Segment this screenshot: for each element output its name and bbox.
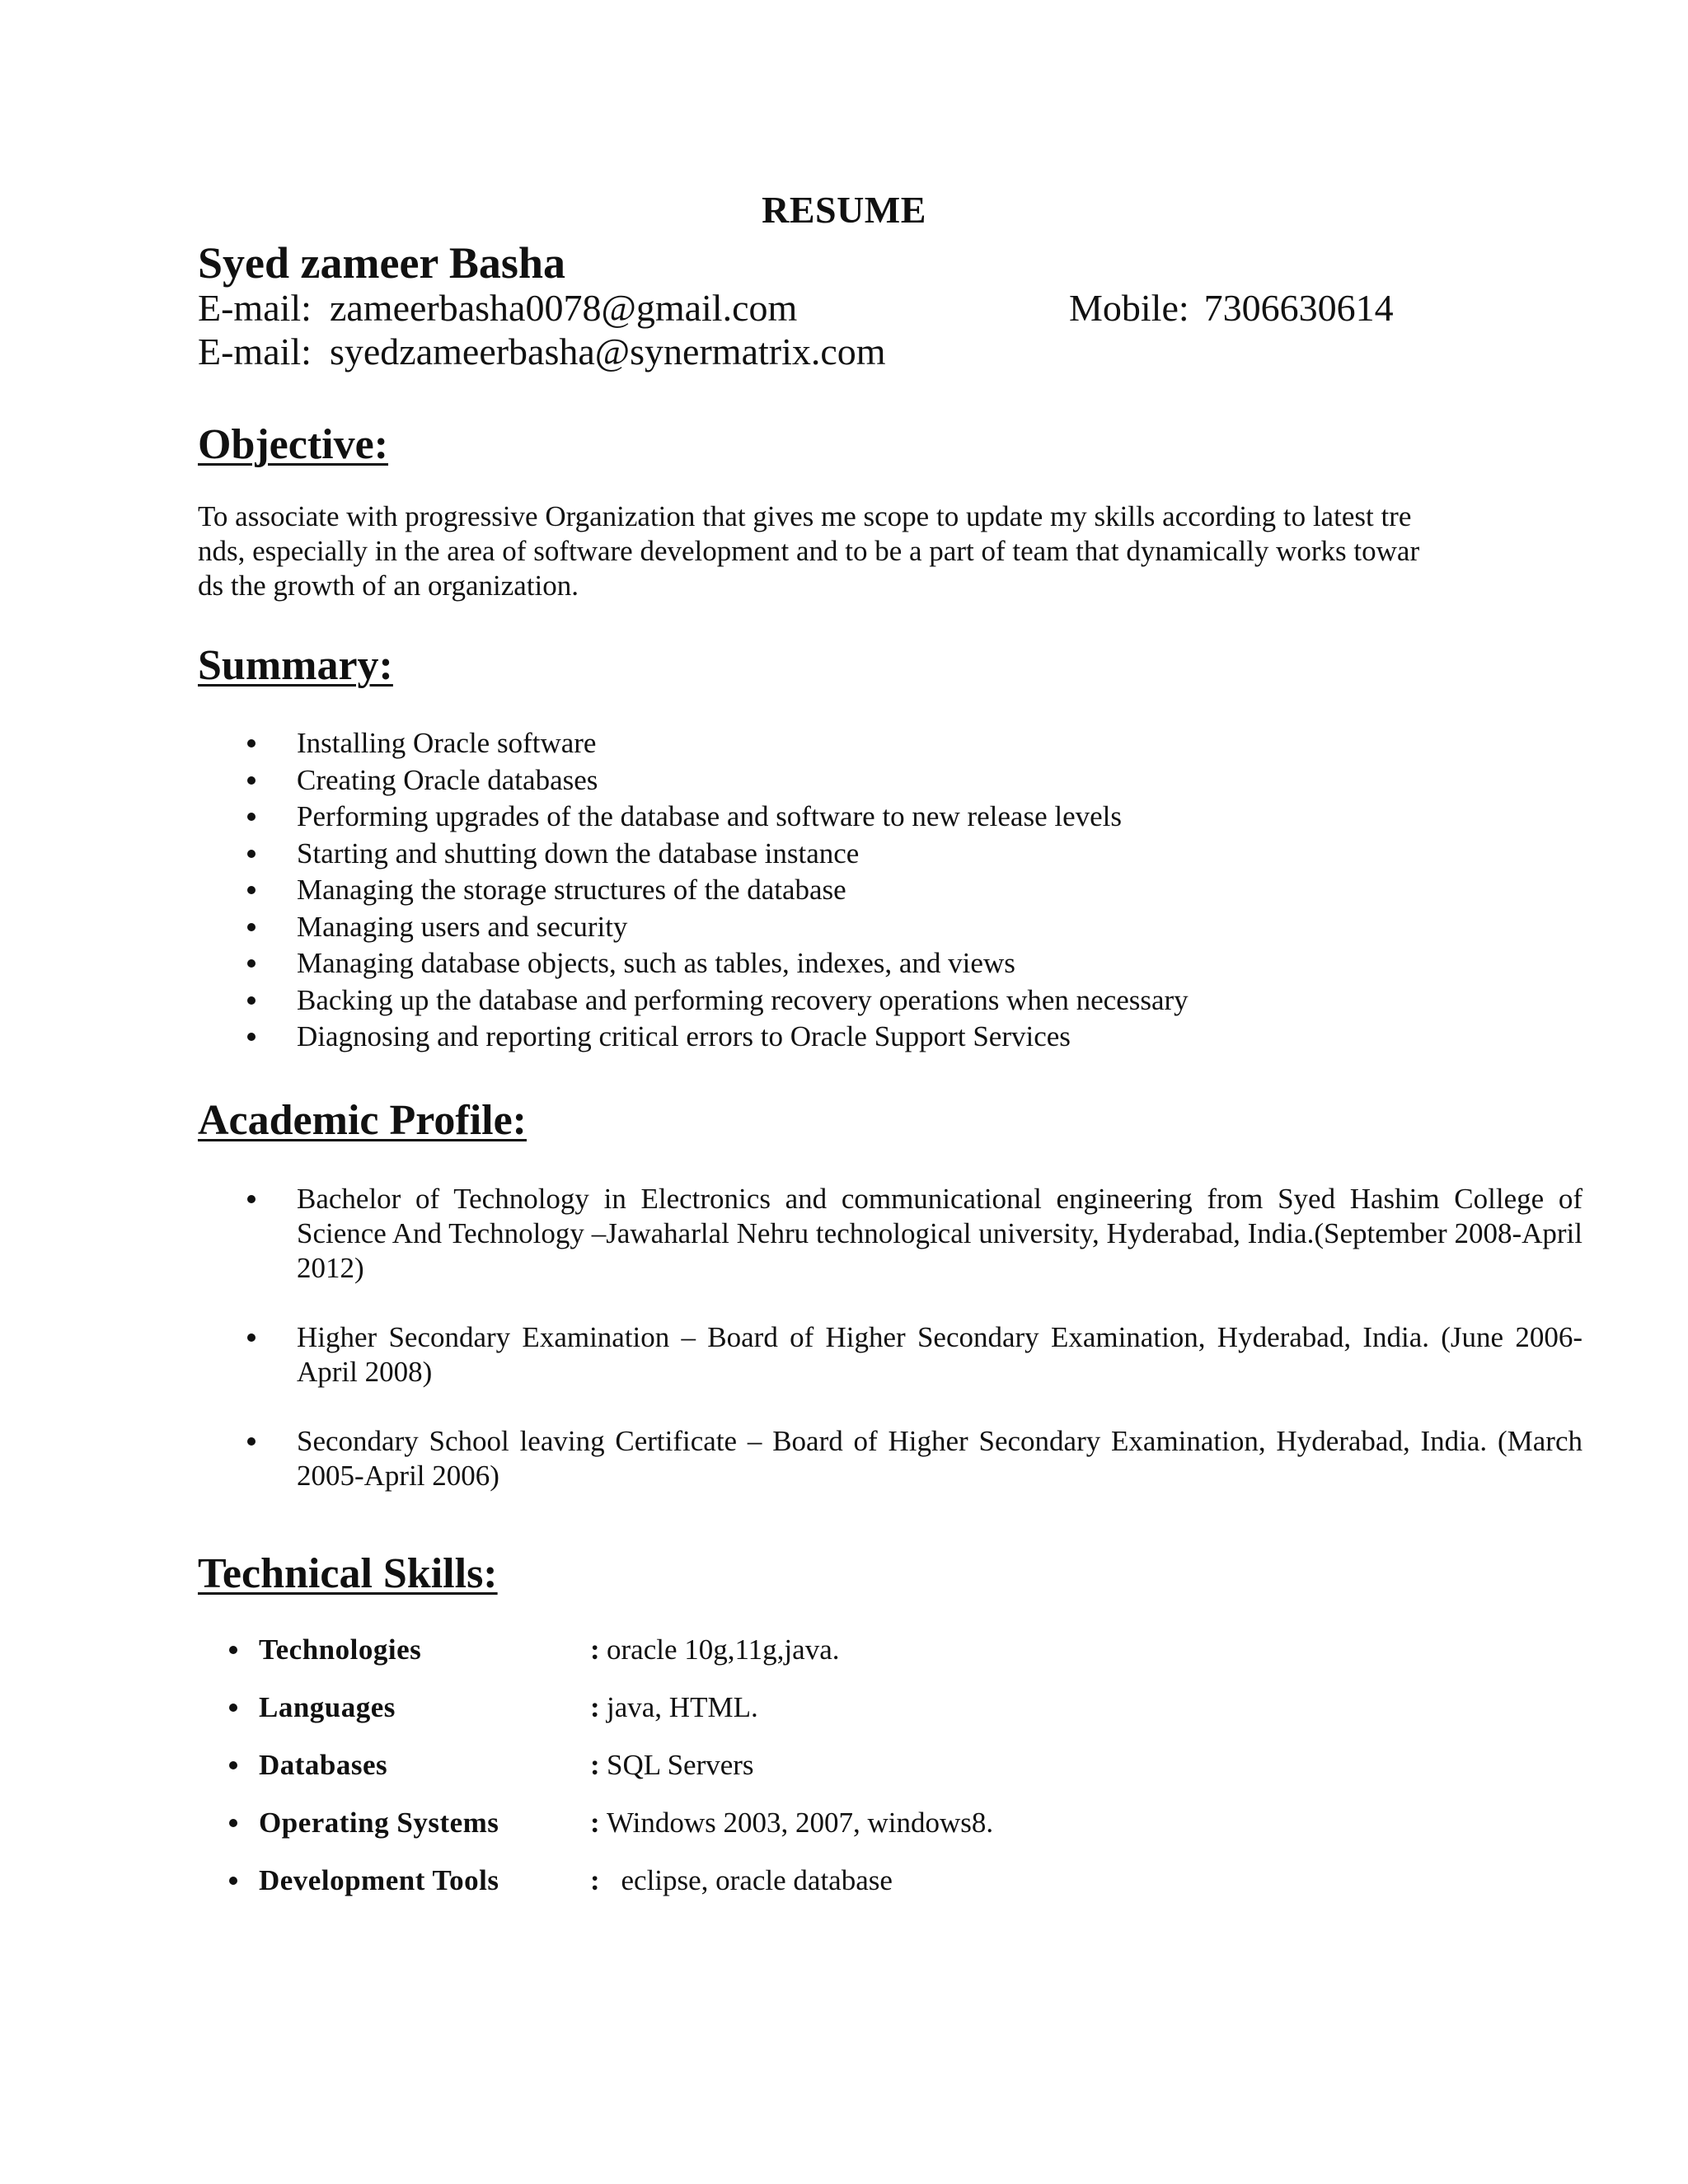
bullet-icon — [229, 1819, 237, 1827]
bullet-icon — [247, 1033, 256, 1041]
email-primary: zameerbasha0078@gmail.com — [329, 287, 798, 329]
skills-heading: Technical Skills: — [198, 1550, 498, 1597]
list-item-text: Installing Oracle software — [297, 727, 597, 759]
list-item-text: Diagnosing and reporting critical errors to Oracle Support Services — [297, 1020, 1071, 1052]
list-item-text: Managing database objects, such as tables, indexes, and views — [297, 947, 1015, 979]
skill-colon: : — [590, 1807, 600, 1839]
list-item — [198, 945, 1189, 982]
objective-line: ds the growth of an organization. — [198, 569, 579, 602]
bullet-icon — [247, 959, 256, 968]
academic-list — [198, 1182, 1582, 1528]
bullet-icon — [229, 1704, 237, 1712]
list-item-text: Higher Secondary Examination – Board of Higher Secondary Examination, Hyderabad, India. (June 2006-April 2008) — [297, 1321, 1582, 1388]
objective-heading: Objective: — [198, 421, 389, 468]
candidate-name: Syed zameer Basha — [198, 238, 565, 288]
objective-line: To associate with progressive Organization that gives me scope to update my skills according to latest tre — [198, 500, 1412, 532]
email-line-1 — [198, 286, 797, 330]
summary-heading: Summary: — [198, 642, 393, 689]
bullet-icon — [247, 776, 256, 785]
skill-colon: : — [590, 1691, 600, 1723]
mobile-label: Mobile: — [1069, 287, 1189, 329]
skill-colon: : — [590, 1864, 600, 1896]
list-item — [198, 982, 1189, 1019]
list-item-text: Managing users and security — [297, 910, 628, 943]
academic-heading: Academic Profile: — [198, 1097, 527, 1144]
list-item — [198, 799, 1189, 836]
skill-value: java, HTML. — [607, 1691, 758, 1723]
bullet-icon — [229, 1761, 237, 1769]
list-item-text: Performing upgrades of the database and software to new release levels — [297, 800, 1123, 832]
list-item-text: Starting and shutting down the database instance — [297, 837, 860, 869]
list-item — [198, 1182, 1582, 1286]
email-label: E-mail: — [198, 287, 312, 329]
email-line-2 — [198, 330, 886, 373]
list-item — [198, 1320, 1582, 1390]
list-item — [198, 1019, 1189, 1056]
skill-value: Windows 2003, 2007, windows8. — [607, 1807, 994, 1839]
skill-name: Technologies — [259, 1633, 422, 1666]
bullet-icon — [247, 813, 256, 821]
bullet-icon — [247, 1195, 256, 1203]
skill-value: oracle 10g,11g,java. — [607, 1633, 840, 1666]
bullet-icon — [247, 886, 256, 894]
skill-name: Languages — [259, 1691, 396, 1723]
bullet-icon — [247, 739, 256, 748]
bullet-icon — [247, 850, 256, 858]
skill-value: SQL Servers — [607, 1749, 754, 1781]
bullet-icon — [229, 1877, 237, 1885]
bullet-icon — [247, 1437, 256, 1446]
mobile-line — [1069, 286, 1394, 330]
skill-name: Development Tools — [259, 1864, 499, 1896]
bullet-icon — [247, 923, 256, 931]
skill-name: Databases — [259, 1749, 388, 1781]
list-item-text: Managing the storage structures of the database — [297, 874, 846, 906]
list-item-text: Bachelor of Technology in Electronics and communicational engineering from Syed Hashim College of Science And Technology –Jawaharlal Nehru technological university, Hyderabad, India.(September 2008-April 2012) — [297, 1183, 1582, 1284]
list-item — [198, 762, 1189, 799]
objective-text — [198, 499, 1484, 603]
skill-name: Operating Systems — [259, 1807, 499, 1839]
list-item-text: Secondary School leaving Certificate – Board of Higher Secondary Examination, Hyderabad, India. (March 2005-April 2006) — [297, 1425, 1582, 1492]
summary-list — [198, 725, 1189, 1056]
email-label: E-mail: — [198, 330, 312, 373]
list-item — [198, 836, 1189, 873]
list-item — [198, 909, 1189, 946]
list-item-text: Creating Oracle databases — [297, 763, 598, 796]
skill-colon: : — [590, 1633, 600, 1666]
mobile-number: 7306630614 — [1203, 287, 1394, 329]
skill-value: eclipse, oracle database — [607, 1864, 893, 1896]
document-title: RESUME — [762, 189, 926, 231]
bullet-icon — [229, 1646, 237, 1654]
list-item — [198, 872, 1189, 909]
bullet-icon — [247, 996, 256, 1005]
list-item — [198, 1424, 1582, 1493]
list-item-text: Backing up the database and performing recovery operations when necessary — [297, 983, 1189, 1016]
list-item — [198, 725, 1189, 762]
skill-colon: : — [590, 1749, 600, 1781]
email-secondary: syedzameerbasha@synermatrix.com — [329, 330, 886, 373]
objective-line: nds, especially in the area of software development and to be a part of team that dynamically works towar — [198, 535, 1420, 567]
bullet-icon — [247, 1333, 256, 1342]
